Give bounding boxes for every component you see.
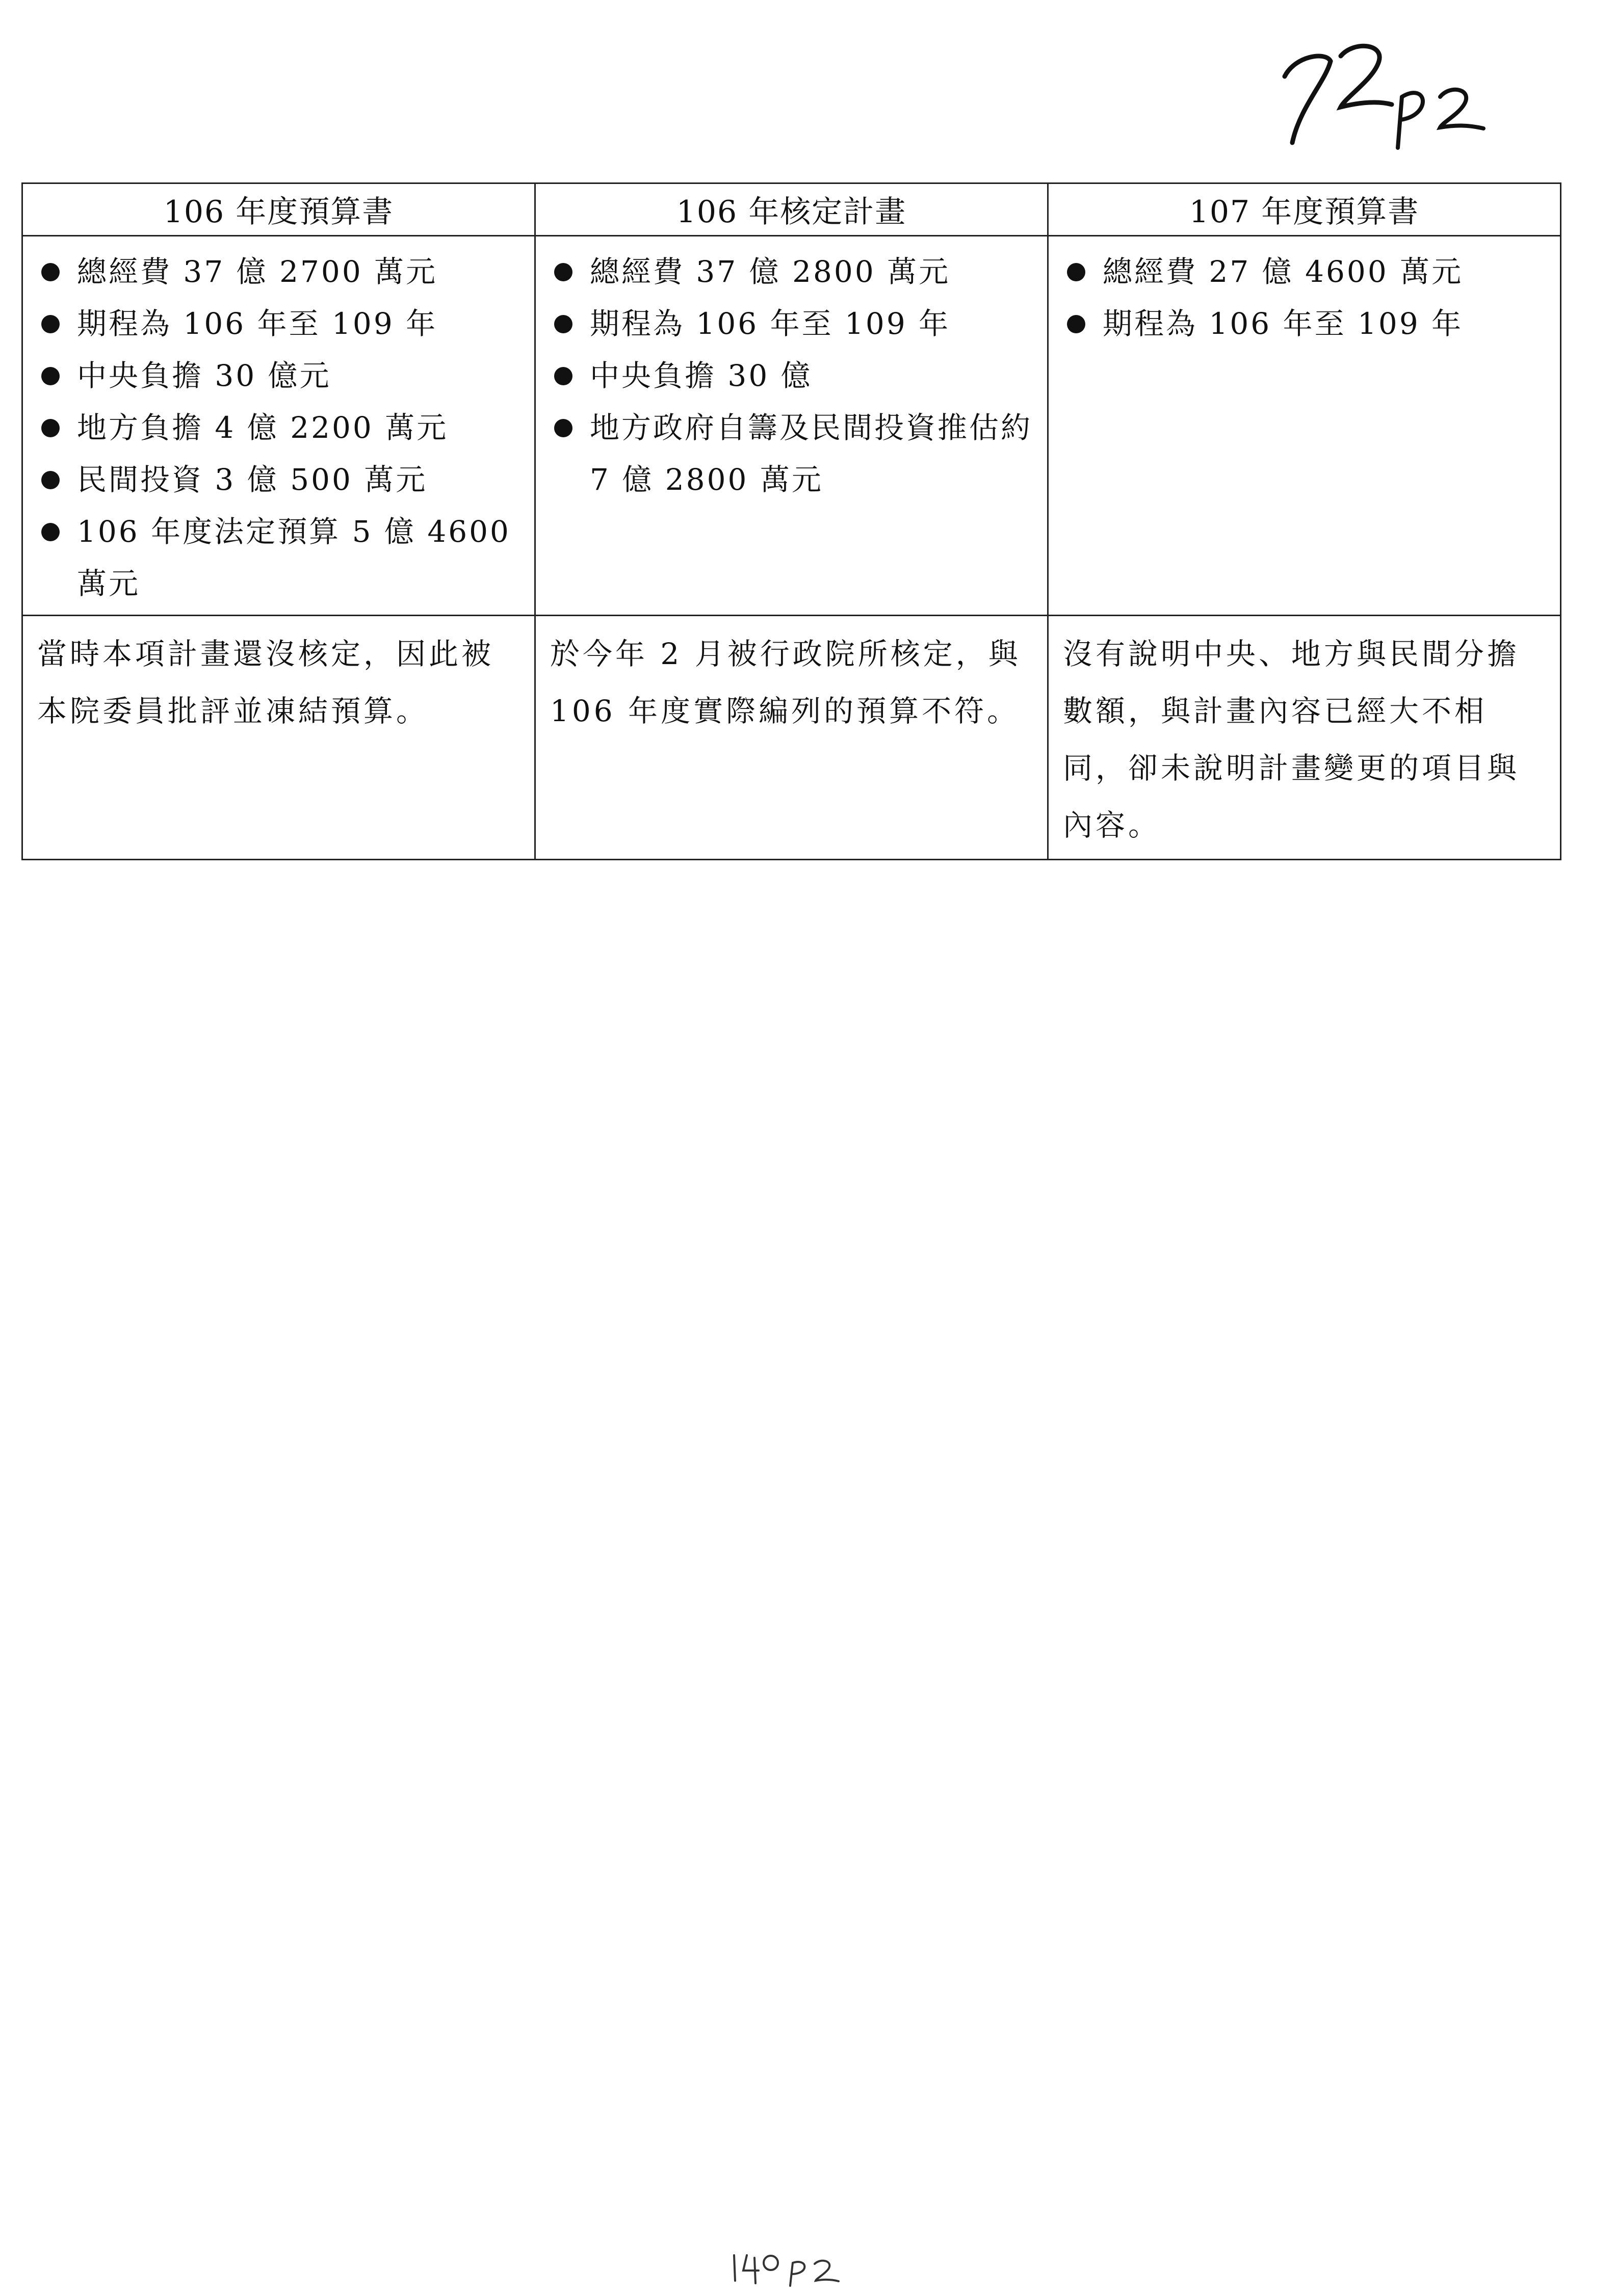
budget-comparison-table [21,182,1561,860]
bullet-dot-icon [1067,315,1085,333]
list-item: 總經費 27 億 4600 萬元 [1063,246,1549,298]
list-item: 106 年度法定預算 5 億 4600 萬元 [37,506,523,610]
bullet-dot-icon [41,367,60,385]
bullet-dot-icon [554,419,572,437]
header-106-approved-plan: 106 年核定計畫 [535,183,1048,236]
bullet-row [22,236,1561,616]
note-text: 於今年 2 月被行政院所核定，與 106 年度實際編列的預算不符。 [550,637,1021,728]
handwritten-page-number [1264,20,1499,153]
list-item: 總經費 37 億 2800 萬元 [550,246,1036,298]
note-106-approved-plan [535,616,1048,860]
list-item: 民間投資 3 億 500 萬元 [37,454,523,506]
bullet-list [37,246,523,610]
bullet-dot-icon [554,263,572,281]
bullet-dot-icon [41,523,60,541]
note-text: 當時本項計畫還沒核定，因此被本院委員批評並凍結預算。 [37,637,494,728]
bullet-dot-icon [41,315,60,333]
bullet-dot-icon [41,263,60,281]
bullet-dot-icon [1067,263,1085,281]
bullets-106-budget [22,236,535,616]
table-header-row [22,183,1561,236]
list-item: 地方負擔 4 億 2200 萬元 [37,402,523,454]
handwritten-footer-page-number [724,2242,846,2288]
bullet-dot-icon [41,471,60,489]
header-106-budget: 106 年度預算書 [22,183,535,236]
list-item: 期程為 106 年至 109 年 [1063,298,1549,350]
list-item: 中央負擔 30 億元 [37,350,523,402]
bullets-107-budget [1048,236,1561,616]
list-item: 期程為 106 年至 109 年 [550,298,1036,350]
list-item: 期程為 106 年至 109 年 [37,298,523,350]
list-item: 總經費 37 億 2700 萬元 [37,246,523,298]
bullet-list [550,246,1036,506]
note-106-budget [22,616,535,860]
note-text: 沒有說明中央、地方與民間分擔數額，與計畫內容已經大不相同，卻未說明計畫變更的項目與內容。 [1063,637,1520,842]
list-item: 地方政府自籌及民間投資推估約 7 億 2800 萬元 [550,402,1036,506]
list-item: 中央負擔 30 億 [550,350,1036,402]
bullet-dot-icon [41,419,60,437]
note-row [22,616,1561,860]
header-107-budget: 107 年度預算書 [1048,183,1561,236]
bullets-106-approved-plan [535,236,1048,616]
note-107-budget [1048,616,1561,860]
bullet-dot-icon [554,315,572,333]
bullet-list [1063,246,1549,350]
bullet-dot-icon [554,367,572,385]
